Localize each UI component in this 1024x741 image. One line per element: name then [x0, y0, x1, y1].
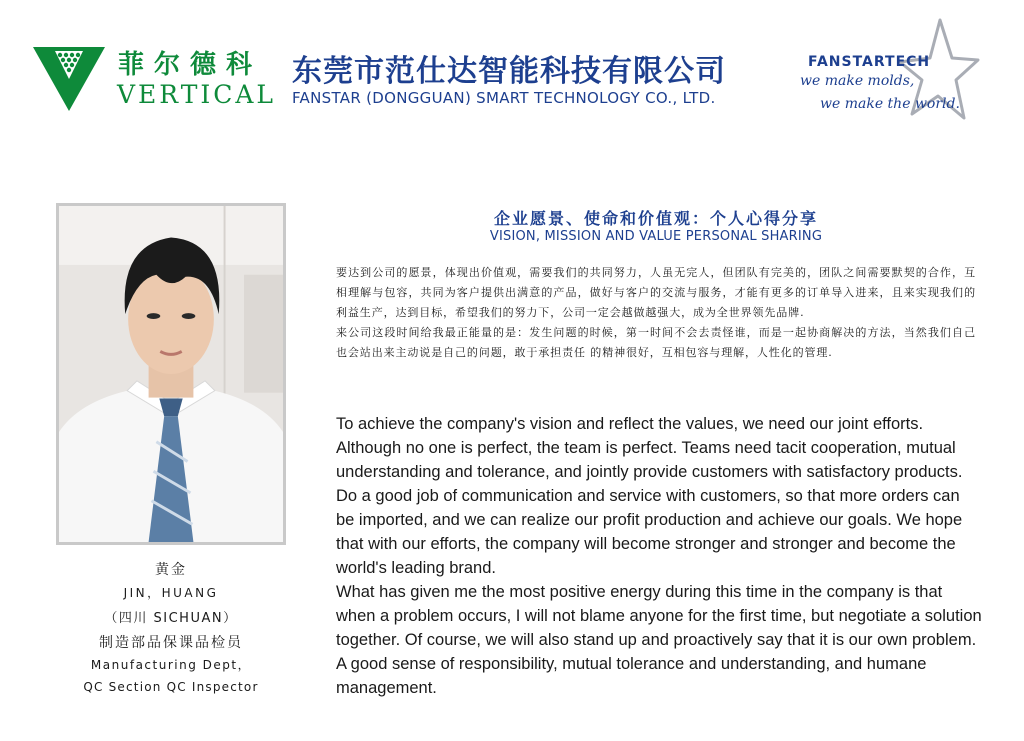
company-name-en: FANSTAR (DONGGUAN) SMART TECHNOLOGY CO., LTD.: [292, 89, 716, 107]
en-paragraph: To achieve the company's vision and reflect the values, we need our joint efforts. Although no one is perfect, the team is perfect. Teams need tacit cooperation, mutual understanding and tolerance, and jointly provide customers with satisfactory products. Do a good job of communication and service with customers, so that more orders can be imported, and we can realize our profit production and achieve our goals. We hope that with our efforts, the company will become stronger and stronger and become the world's leading brand.: [336, 415, 963, 577]
employee-photo: [56, 203, 286, 545]
slogan-line-2: we make the world.: [820, 96, 960, 112]
employee-name-cn: 黄金: [155, 562, 187, 578]
cn-paragraph: 来公司这段时间给我最正能量的是：发生问题的时候，第一时间不会去责怪谁，而是一起协商解决的方法，当然我们自己也会站出来主动说是自己的问题，敢于承担责任 的精神很好，互相包容与理解，人性化的管理.: [336, 326, 976, 359]
article-title-cn: 企业愿景、使命和价值观：个人心得分享: [493, 209, 818, 228]
brand-name-cn: 菲尔德科: [118, 50, 263, 80]
employee-role-en: QC Section QC Inspector: [83, 680, 259, 694]
article-body-en: [336, 412, 982, 700]
employee-name-en: JIN，HUANG: [123, 586, 219, 600]
article-title-en: VISION, MISSION AND VALUE PERSONAL SHARING: [489, 229, 823, 244]
company-name-cn: 东莞市范仕达智能科技有限公司: [292, 54, 726, 89]
cn-paragraph: 要达到公司的愿景，体现出价值观，需要我们的共同努力，人虽无完人，但团队有完美的，团队之间需要默契的合作，互相理解与包容，共同为客户提供出满意的产品，做好与客户的交流与服务，才能有更多的订单导入进来，且来实现我们的利益生产，达到目标，希望我们的努力下，公司一定会越做越强大，成为全世界领先品牌.: [336, 266, 976, 319]
employee-region: （四川 SICHUAN）: [104, 611, 238, 626]
en-paragraph: What has given me the most positive energy during this time in the company is that when a problem occurs, I will not blame anyone for the first time, but negotiate a solution together. Of course, we will also stand up and proactively say that it is our own problem. A good sense of responsibility, mutual tolerance and understanding, and humane management.: [336, 583, 982, 697]
employee-dept-en: Manufacturing Dept，: [90, 658, 252, 672]
slogan-line-1: we make molds,: [800, 73, 915, 89]
brand-name-en: VERTICAL: [117, 80, 277, 109]
vertical-logo-icon: [33, 45, 105, 111]
employee-caption: [50, 560, 292, 697]
article-body-cn: [336, 263, 976, 363]
employee-role-cn: 制造部品保课品检员: [99, 635, 243, 651]
fanstar-brand-name: FANSTARTECH: [808, 54, 931, 70]
